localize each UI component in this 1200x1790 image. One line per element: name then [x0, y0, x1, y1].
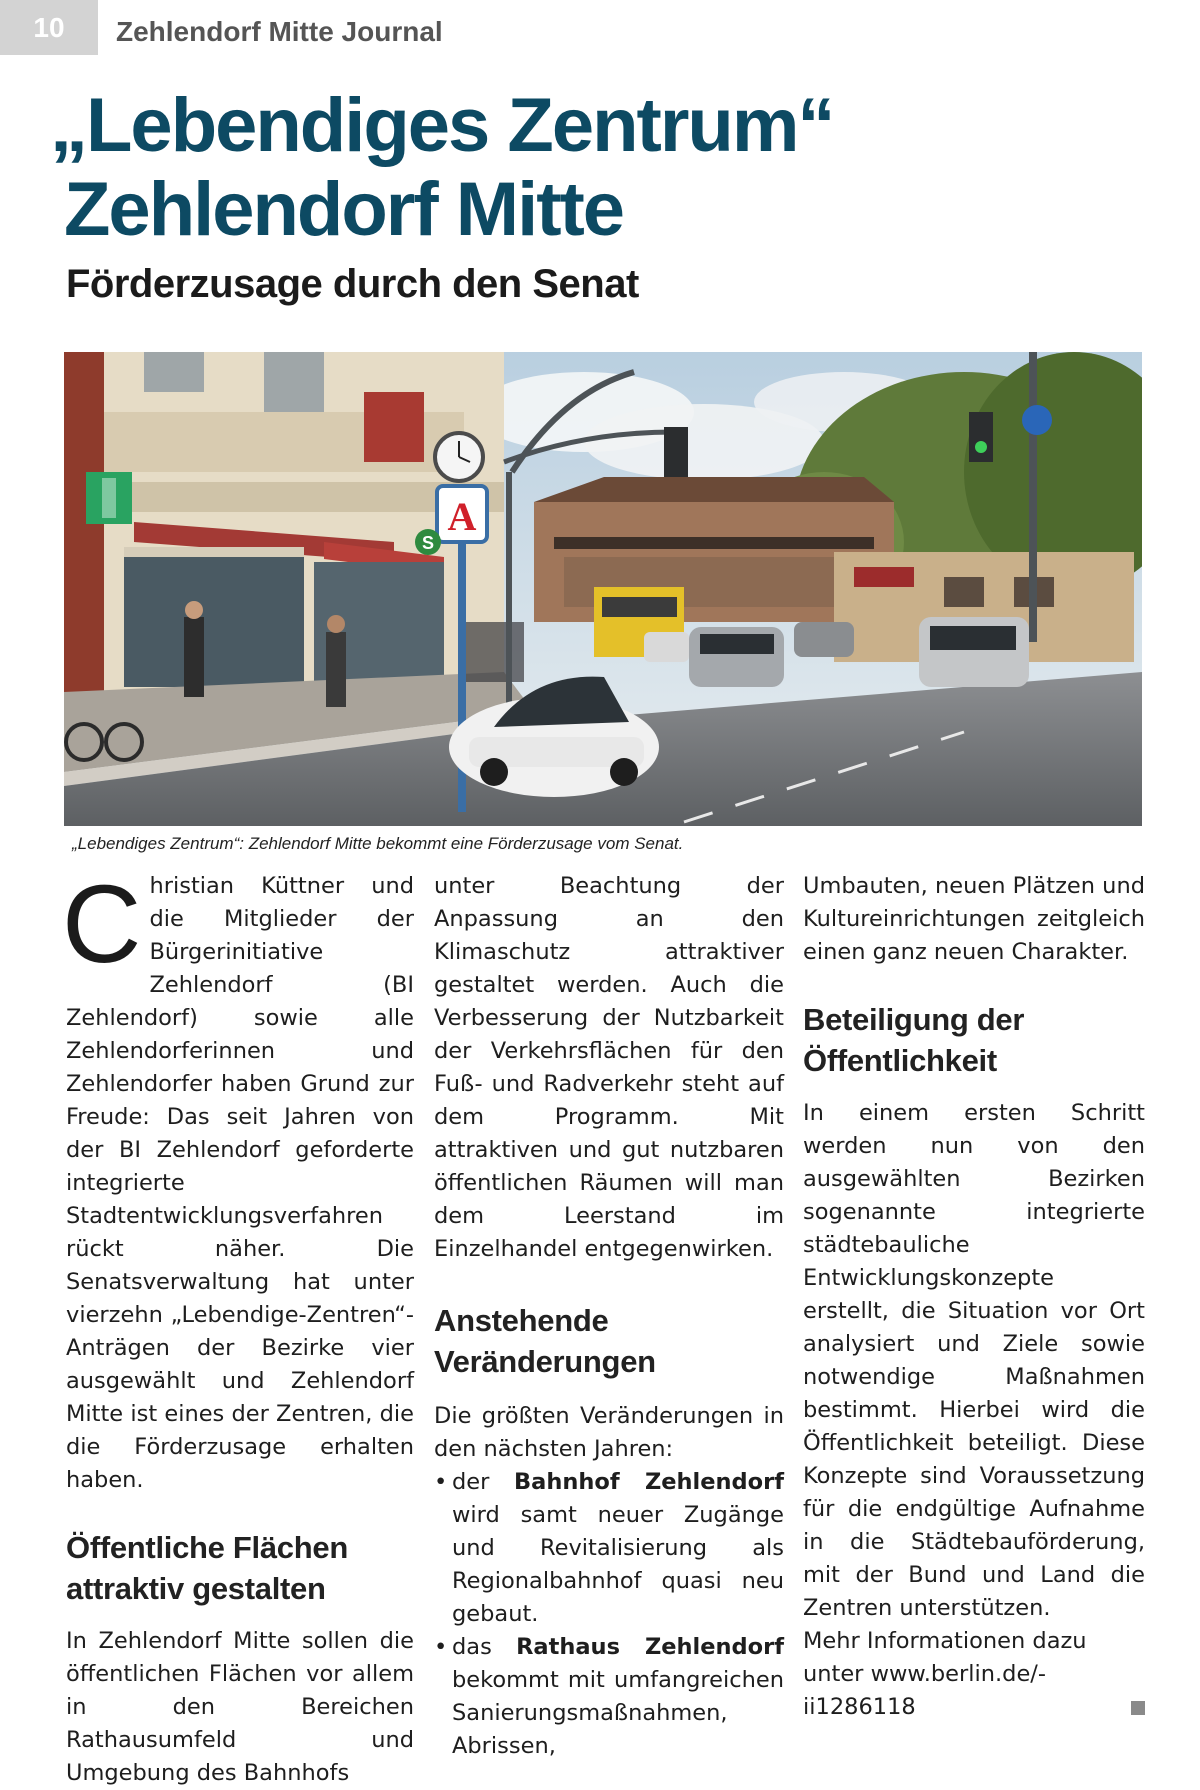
bullet-icon: •: [434, 1469, 448, 1495]
list-item-text: das: [452, 1634, 517, 1660]
more-info-paragraph: [803, 1625, 1145, 1724]
list-item-text: wird samt neuer Zugänge und Revitalisierung als Regionalbahnhof quasi neu gebaut.: [452, 1502, 784, 1627]
end-of-article-icon: [1131, 1701, 1145, 1715]
headline-line-1: „Lebendiges Zentrum“: [50, 83, 834, 168]
list-item-text: der: [452, 1469, 515, 1495]
article-column-3: [803, 870, 1145, 1724]
list-item-emphasis: Bahnhof Zehlendorf: [514, 1469, 784, 1495]
list-item-text: bekommt mit umfangreichen Sanierungsmaßnahmen, Abrissen,: [452, 1667, 784, 1759]
drop-cap: C: [62, 863, 142, 986]
journal-title: Zehlendorf Mitte Journal: [116, 16, 443, 47]
street-photo: [64, 352, 1142, 826]
page-number: 10: [0, 0, 98, 55]
sbahn-sign-letter: S: [421, 533, 435, 553]
list-item-bahnhof: [434, 1466, 784, 1631]
changes-list: [434, 1466, 784, 1763]
more-info-text: Mehr Informationen dazu unter www.berlin.de/-ii1286118: [803, 1628, 1087, 1720]
section-heading-participation: Beteiligung der Öffentlichkeit: [803, 1002, 1025, 1078]
intro-text: hristian Küttner und die Mitglieder der Bürgerinitiative Zehlendorf (BI Zehlendorf) sowie alle Zehlendorferinnen und Zehlendorfer haben Grund zur Freude: Das seit Jahren von der BI Zehlendorf geforderte integrierte Stadtentwicklungsverfahren rückt näher. Die Senatsverwaltung hat unter vierzehn „Lebendige-Zentren“-Anträgen der Bezirke vier ausgewählt und Zehlendorf Mitte ist eines der Zentren, die die Förderzusage erhalten haben.: [66, 873, 414, 1493]
list-item-emphasis: Rathaus Zehlendorf: [516, 1634, 784, 1660]
intro-paragraph: [62, 863, 414, 1497]
article-column-1: [62, 863, 414, 1790]
headline-line-2: Zehlendorf Mitte: [64, 167, 624, 252]
pharmacy-sign-letter: A: [447, 494, 477, 539]
article-column-2: [434, 870, 784, 1763]
street-scene-illustration: [64, 352, 1142, 826]
bullet-icon: •: [434, 1634, 448, 1660]
section-heading-upcoming-changes: Anstehende Veränderungen: [434, 1303, 656, 1379]
photo-caption: „Lebendiges Zentrum“: Zehlendorf Mitte bekommt eine Förderzusage vom Senat.: [72, 834, 684, 853]
article-headline: [50, 84, 833, 252]
climate-paragraph: unter Beachtung der Anpassung an den Klimaschutz attraktiver gestaltet werden. Auch die Verbesserung der Nutzbarkeit der Verkehrsflächen für den Fuß- und Radverkehr steht auf dem Programm. Mit attraktiven und gut nutzbaren öffentlichen Räumen will man dem Leerstand im Einzelhandel entgegenwirken.: [434, 873, 784, 1262]
participation-paragraph: In einem ersten Schritt werden nun von den ausgewählten Bezirken sogenannte integrierte städtebauliche Entwicklungskonzepte erstellt, die Situation vor Ort analysiert und Ziele sowie notwendige Maßnahmen bestimmt. Hierbei wird die Öffentlichkeit beteiligt. Diese Konzepte sind Voraussetzung für die endgültige Aufnahme in die Städtebauförderung, mit der Bund und Land die Zentren unterstützen.: [803, 1100, 1145, 1621]
public-spaces-paragraph: In Zehlendorf Mitte sollen die öffentlichen Flächen vor allem in den Bereichen Rathausumfeld und Umgebung des Bahnhofs: [66, 1628, 414, 1786]
changes-lead: Die größten Veränderungen in den nächsten Jahren:: [434, 1403, 784, 1462]
section-heading-public-spaces: Öffentliche Flächen attraktiv gestalten: [66, 1530, 348, 1606]
character-paragraph: Umbauten, neuen Plätzen und Kultureinrichtungen zeitgleich einen ganz neuen Charakter.: [803, 873, 1145, 965]
article-subheadline: Förderzusage durch den Senat: [66, 262, 639, 306]
list-item-rathaus: [434, 1631, 784, 1763]
